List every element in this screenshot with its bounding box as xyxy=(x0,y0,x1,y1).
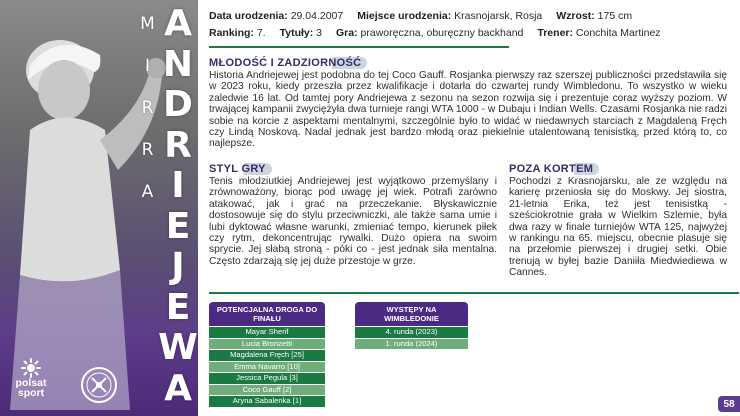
table-row: Lucia Bronzetti xyxy=(209,339,325,350)
table-row: Magdalena Fręch [25] xyxy=(209,350,325,361)
table-row: Jessica Pegula [3] xyxy=(209,373,325,384)
polsat-sport-logo xyxy=(8,358,54,406)
first-name-letter: A xyxy=(141,182,155,202)
last-name-letter: A xyxy=(164,367,192,409)
table-header: POTENCJALNA DROGA DO FINAŁU xyxy=(209,302,325,326)
page-number: 58 xyxy=(718,396,740,412)
section-title-poza: POZA KORTEM xyxy=(509,163,599,175)
first-name-letter: R xyxy=(141,98,155,118)
section-text-styl: Tenis młodziutkiej Andriejewej jest wyjątkowo przemyślany i zrównoważony, biorąc pod uwagę jej wiek. Potrafi zarówno atakować, jak i grać na przeczekanie. Błyskawicznie dostosowuje się do stylu przeciwniczki, ale także sama umie i lubi dyktować własne warunki, zmieniać tempo, kierunek piłek czy rytm, dekoncentrując rywalki. Dużo opiera na swoim sprycie. Jej słabą stroną - póki co - jest jednak siła mentalna. Często zdarzają się jej duże przestoje w grze. xyxy=(209,176,497,267)
birth-place: Miejsce urodzenia: Krasnojarsk, Rosja xyxy=(357,10,543,22)
first-name-letter: I xyxy=(144,56,151,76)
first-name-letter: M xyxy=(140,14,156,34)
divider xyxy=(209,292,739,294)
last-name-letter: W xyxy=(158,327,198,368)
last-name-letter: N xyxy=(162,43,194,85)
section-title-styl: STYL GRY xyxy=(209,163,272,175)
ranking: Ranking: 7. xyxy=(209,27,266,39)
table-row: Coco Gauff [2] xyxy=(209,385,325,396)
table-header: WYSTĘPY NA WIMBLEDONIE xyxy=(355,302,468,326)
coach: Trener: Conchita Martinez xyxy=(537,27,661,39)
last-name-letter: I xyxy=(171,165,185,206)
section-title-mlodosc: MŁODOŚĆ I ZADZIORNOŚĆ xyxy=(209,57,367,69)
last-name-vertical xyxy=(158,4,198,409)
section-text-mlodosc: Historia Andriejewej jest podobna do tej Coco Gauff. Rosjanka pierwszy raz szerszej publiczności przedstawiła się w 2023 roku, kiedy przeszła przez kwalifikacje i dotarła do czwartej rundy Wimbledonu. To wszystko w wieku zaledwie 16 lat. Od tamtej pory Andriejewa z sezonu na sezon rozwija się i prezentuje coraz wyższy poziom. W trwającej kampanii zwyciężyła dwa turnieje rangi WTA 1000 - w Dubaju i Indian Wells. Czasami Rosjanka nie radzi sobie na korcie z aspektami mentalnymi, szczególnie było to widać w niedawnych starciach z Magdaleną Fręch czy Lindą Noskovą. Nadal jednak jest bardzo młodą oraz piekielnie utalentowaną tenisistką, przed którą to, co najlepsze. xyxy=(209,70,727,150)
height: Wzrost: 175 cm xyxy=(556,10,633,22)
titles: Tytuły: 3 xyxy=(279,27,323,39)
polsat-logo-text: polsat xyxy=(15,377,47,389)
first-name-vertical xyxy=(138,14,158,202)
table-wimbledon-results xyxy=(355,302,468,349)
player-photo-panel xyxy=(0,0,198,416)
player-profile-content xyxy=(209,0,740,416)
table-row: Emma Navarro [10] xyxy=(209,362,325,373)
section-text-poza: Pochodzi z Krasnojarsku, ale ze względu na karierę przeniosła się do Moskwy. Jej siostra, 21-letnia Erika, też jest tenisistką - sześciokrotnie grała w Wielkim Szlemie, była dwa razy w finale turniejów WTA 125, najwyżej w rankingu na 65. miejscu, obecnie plasuje się na przełomie pierwszej i drugiej setki. Obie trenują w byłej bazie Daniiła Miedwiediewa w Cannes. xyxy=(509,176,727,279)
last-name-letter: A xyxy=(164,3,192,44)
info-row-personal xyxy=(209,10,632,22)
first-name-letter: R xyxy=(141,140,155,160)
last-name-letter: E xyxy=(165,205,191,247)
play-style: Gra: praworęczna, oburęczny backhand xyxy=(336,27,524,39)
table-row: 4. runda (2023) xyxy=(355,327,468,338)
info-row-career xyxy=(209,27,661,39)
table-row: Aryna Sabalenka [1] xyxy=(209,396,325,407)
polsat-logo-text: sport xyxy=(17,387,45,399)
divider xyxy=(209,46,509,48)
birth-date: Data urodzenia: 29.04.2007 xyxy=(209,10,344,22)
table-row: 1. runda (2024) xyxy=(355,339,468,350)
last-name-letter: D xyxy=(163,84,193,125)
table-path-to-final xyxy=(209,302,325,407)
table-row: Mayar Sherif xyxy=(209,327,325,338)
last-name-letter: J xyxy=(171,246,185,287)
polsat-sun-icon xyxy=(21,358,41,378)
last-name-letter: R xyxy=(164,124,192,166)
last-name-letter: E xyxy=(165,286,191,328)
wimbledon-logo-icon xyxy=(80,366,118,404)
